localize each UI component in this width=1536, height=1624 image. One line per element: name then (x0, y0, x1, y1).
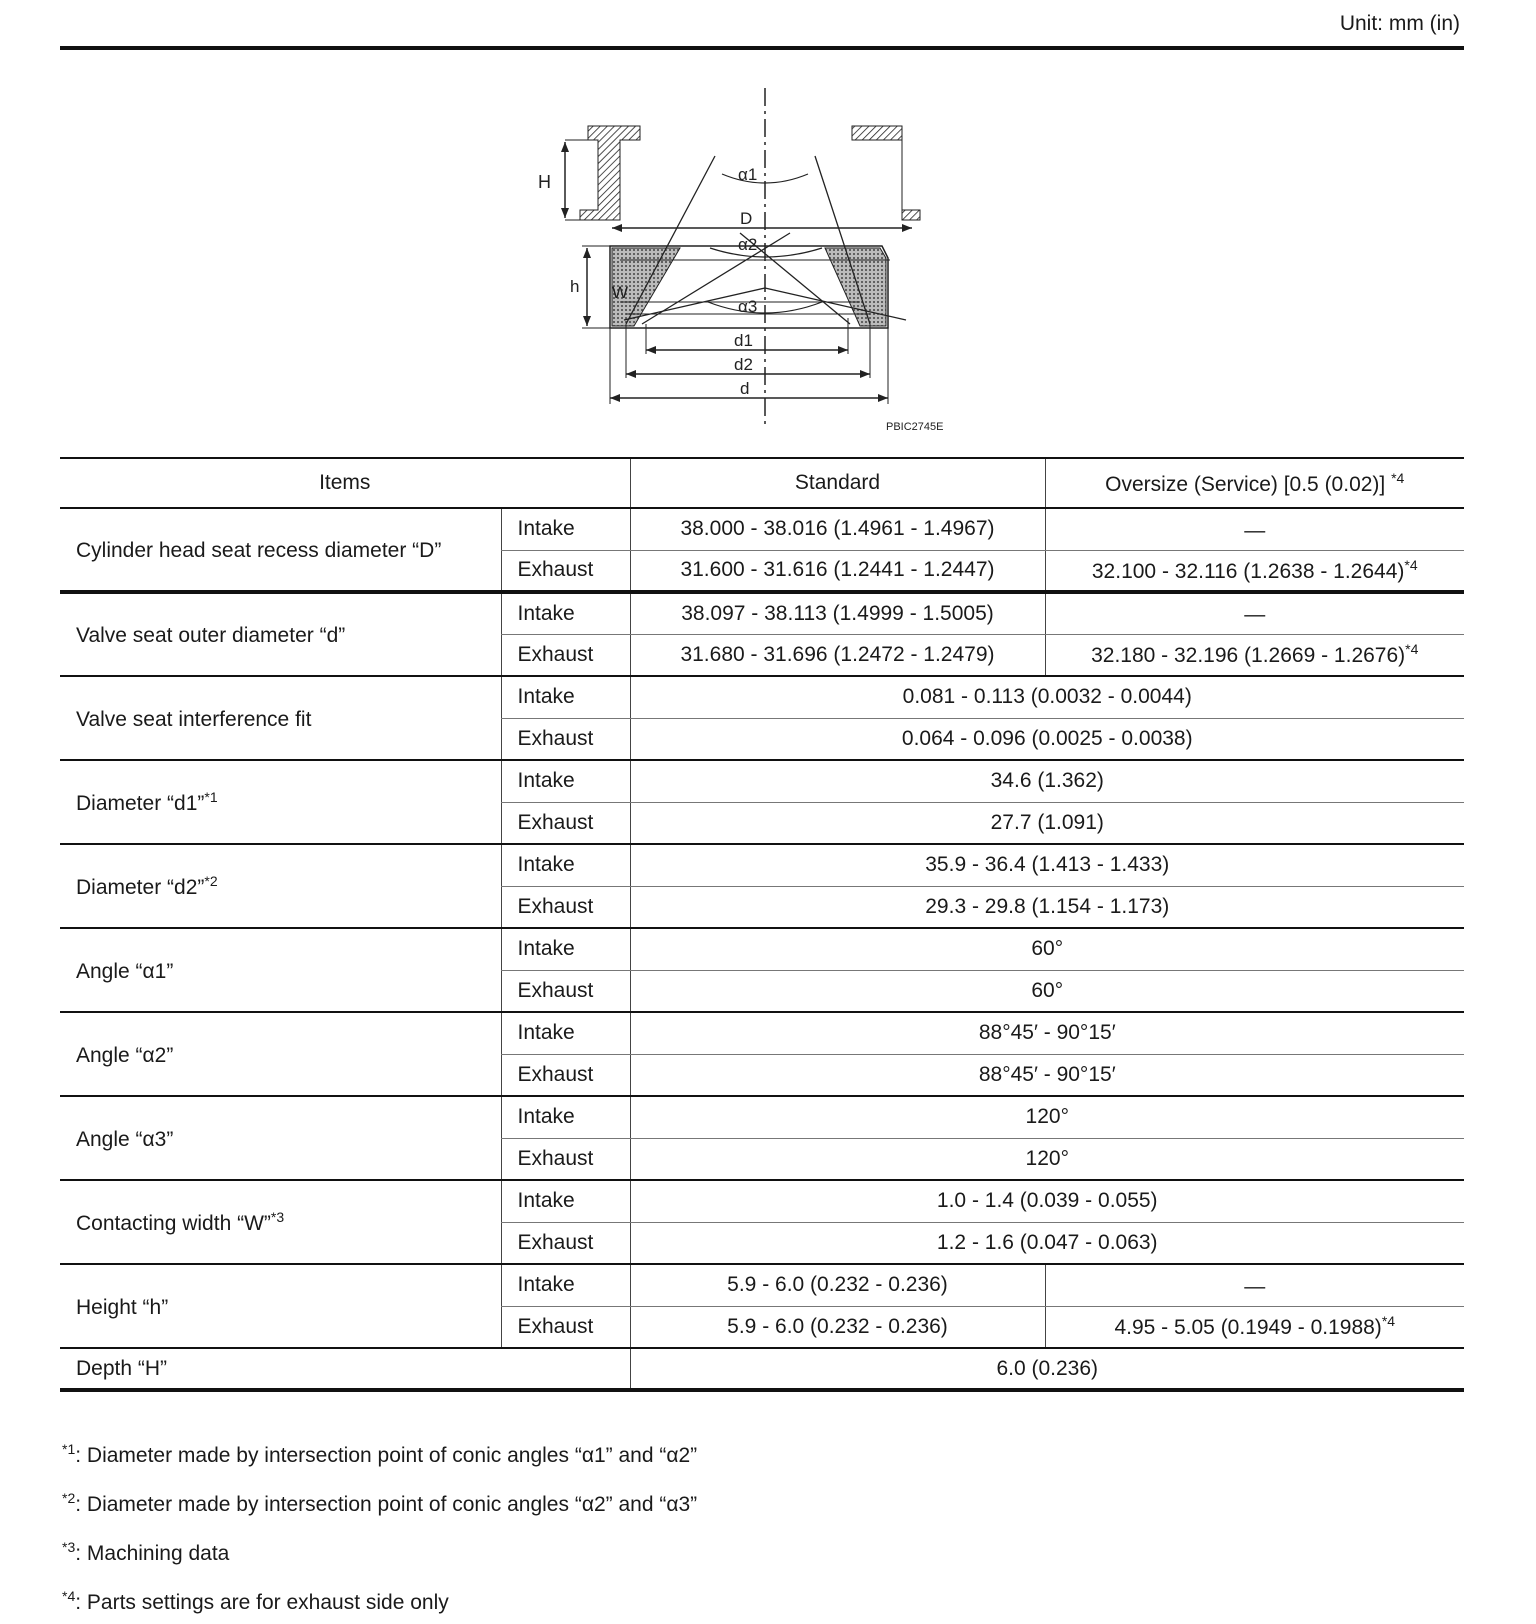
row-item-label: Diameter “d1”$^{*1}$ (60, 760, 501, 844)
diagram-label-D: D (740, 209, 753, 228)
row-oversize-value: 32.100 - 32.116 (1.2638 - 1.2644)$^{*4}$ (1045, 550, 1464, 592)
row-item-label: Angle “α1” (60, 928, 501, 1012)
row-oversize-value: — (1045, 508, 1464, 550)
table-row (60, 928, 1464, 970)
row-side-label: Exhaust (501, 886, 630, 928)
row-side-label: Exhaust (501, 550, 630, 592)
row-side-label: Intake (501, 1012, 630, 1054)
row-side-label: Intake (501, 760, 630, 802)
table-row (60, 844, 1464, 886)
diagram-label-a1: α1 (738, 165, 758, 184)
valve-seat-diagram (538, 88, 980, 448)
row-value: 88°45′ - 90°15′ (630, 1012, 1464, 1054)
row-value: 0.064 - 0.096 (0.0025 - 0.0038) (630, 718, 1464, 760)
header-standard: Standard (630, 458, 1045, 508)
row-item-label: Contacting width “W”$^{*3}$ (60, 1180, 501, 1264)
row-value: 120° (630, 1138, 1464, 1180)
row-side-label: Intake (501, 844, 630, 886)
diagram-label-W: W (612, 283, 629, 302)
row-value: 29.3 - 29.8 (1.154 - 1.173) (630, 886, 1464, 928)
row-item-label: Valve seat interference fit (60, 676, 501, 760)
row-item-label: Angle “α3” (60, 1096, 501, 1180)
diagram-label-d: d (740, 379, 750, 398)
row-side-label: Intake (501, 676, 630, 718)
diagram-label-d2: d2 (734, 355, 753, 374)
row-oversize-value: 4.95 - 5.05 (0.1949 - 0.1988)$^{*4}$ (1045, 1306, 1464, 1348)
row-side-label: Exhaust (501, 634, 630, 676)
row-item-label: Angle “α2” (60, 1012, 501, 1096)
row-side-label: Exhaust (501, 1054, 630, 1096)
table-row (60, 592, 1464, 634)
row-item-label: Diameter “d2”$^{*2}$ (60, 844, 501, 928)
row-side-label: Exhaust (501, 970, 630, 1012)
row-value: 60° (630, 928, 1464, 970)
row-item-label: Valve seat outer diameter “d” (60, 592, 501, 676)
row-standard-value: 31.600 - 31.616 (1.2441 - 1.2447) (630, 550, 1045, 592)
row-oversize-value: — (1045, 1264, 1464, 1306)
row-value: 27.7 (1.091) (630, 802, 1464, 844)
unit-label: Unit: mm (in) (1339, 12, 1460, 35)
row-oversize-value: — (1045, 592, 1464, 634)
row-oversize-value: 32.180 - 32.196 (1.2669 - 1.2676)$^{*4}$ (1045, 634, 1464, 676)
row-standard-value: 5.9 - 6.0 (0.232 - 0.236) (630, 1306, 1045, 1348)
diagram-label-a2: α2 (738, 235, 758, 254)
diagram-label-d1: d1 (734, 331, 753, 350)
row-value: 1.2 - 1.6 (0.047 - 0.063) (630, 1222, 1464, 1264)
row-side-label: Exhaust (501, 1222, 630, 1264)
diagram-code: PBIC2745E (886, 421, 944, 433)
row-side-label: Exhaust (501, 802, 630, 844)
row-standard-value: 38.000 - 38.016 (1.4961 - 1.4967) (630, 508, 1045, 550)
valve-seat-spec-table (60, 457, 1464, 1392)
row-side-label: Exhaust (501, 1306, 630, 1348)
row-side-label: Intake (501, 928, 630, 970)
top-rule (60, 46, 1464, 50)
table-row (60, 760, 1464, 802)
diagram-label-a3: α3 (738, 297, 758, 316)
table-row (60, 676, 1464, 718)
table-row (60, 1264, 1464, 1306)
row-value: 60° (630, 970, 1464, 1012)
row-side-label: Intake (501, 1096, 630, 1138)
footnote-4: $^{*4}$: Parts settings are for exhaust side only (62, 1588, 449, 1614)
row-item-label: Cylinder head seat recess diameter “D” (60, 508, 501, 592)
row-standard-value: 5.9 - 6.0 (0.232 - 0.236) (630, 1264, 1045, 1306)
row-value: 120° (630, 1096, 1464, 1138)
footnote-2: $^{*2}$: Diameter made by intersection point of conic angles “α2” and “α3” (62, 1490, 698, 1516)
header-items: Items (60, 458, 630, 508)
row-item-label: Height “h” (60, 1264, 501, 1348)
diagram-label-H: H (538, 172, 551, 192)
header-oversize: Oversize (Service) [0.5 (0.02)] $^{*4}$ (1045, 458, 1464, 508)
footnotes (62, 1428, 697, 1624)
row-value: 1.0 - 1.4 (0.039 - 0.055) (630, 1180, 1464, 1222)
row-value: 6.0 (0.236) (630, 1348, 1464, 1390)
table-row (60, 1348, 1464, 1390)
row-standard-value: 31.680 - 31.696 (1.2472 - 1.2479) (630, 634, 1045, 676)
footnote-1: $^{*1}$: Diameter made by intersection point of conic angles “α1” and “α2” (62, 1441, 698, 1467)
row-side-label: Exhaust (501, 718, 630, 760)
diagram-label-h: h (570, 277, 580, 296)
row-value: 0.081 - 0.113 (0.0032 - 0.0044) (630, 676, 1464, 718)
row-side-label: Intake (501, 1180, 630, 1222)
row-side-label: Exhaust (501, 1138, 630, 1180)
row-standard-value: 38.097 - 38.113 (1.4999 - 1.5005) (630, 592, 1045, 634)
table-row (60, 508, 1464, 550)
row-side-label: Intake (501, 1264, 630, 1306)
row-value: 88°45′ - 90°15′ (630, 1054, 1464, 1096)
table-header-row (60, 458, 1464, 508)
row-item-label: Depth “H” (60, 1348, 630, 1390)
footnote-3: $^{*3}$: Machining data (62, 1539, 230, 1565)
row-side-label: Intake (501, 592, 630, 634)
table-row (60, 1180, 1464, 1222)
table-row (60, 1096, 1464, 1138)
row-side-label: Intake (501, 508, 630, 550)
row-value: 35.9 - 36.4 (1.413 - 1.433) (630, 844, 1464, 886)
table-row (60, 1012, 1464, 1054)
row-value: 34.6 (1.362) (630, 760, 1464, 802)
